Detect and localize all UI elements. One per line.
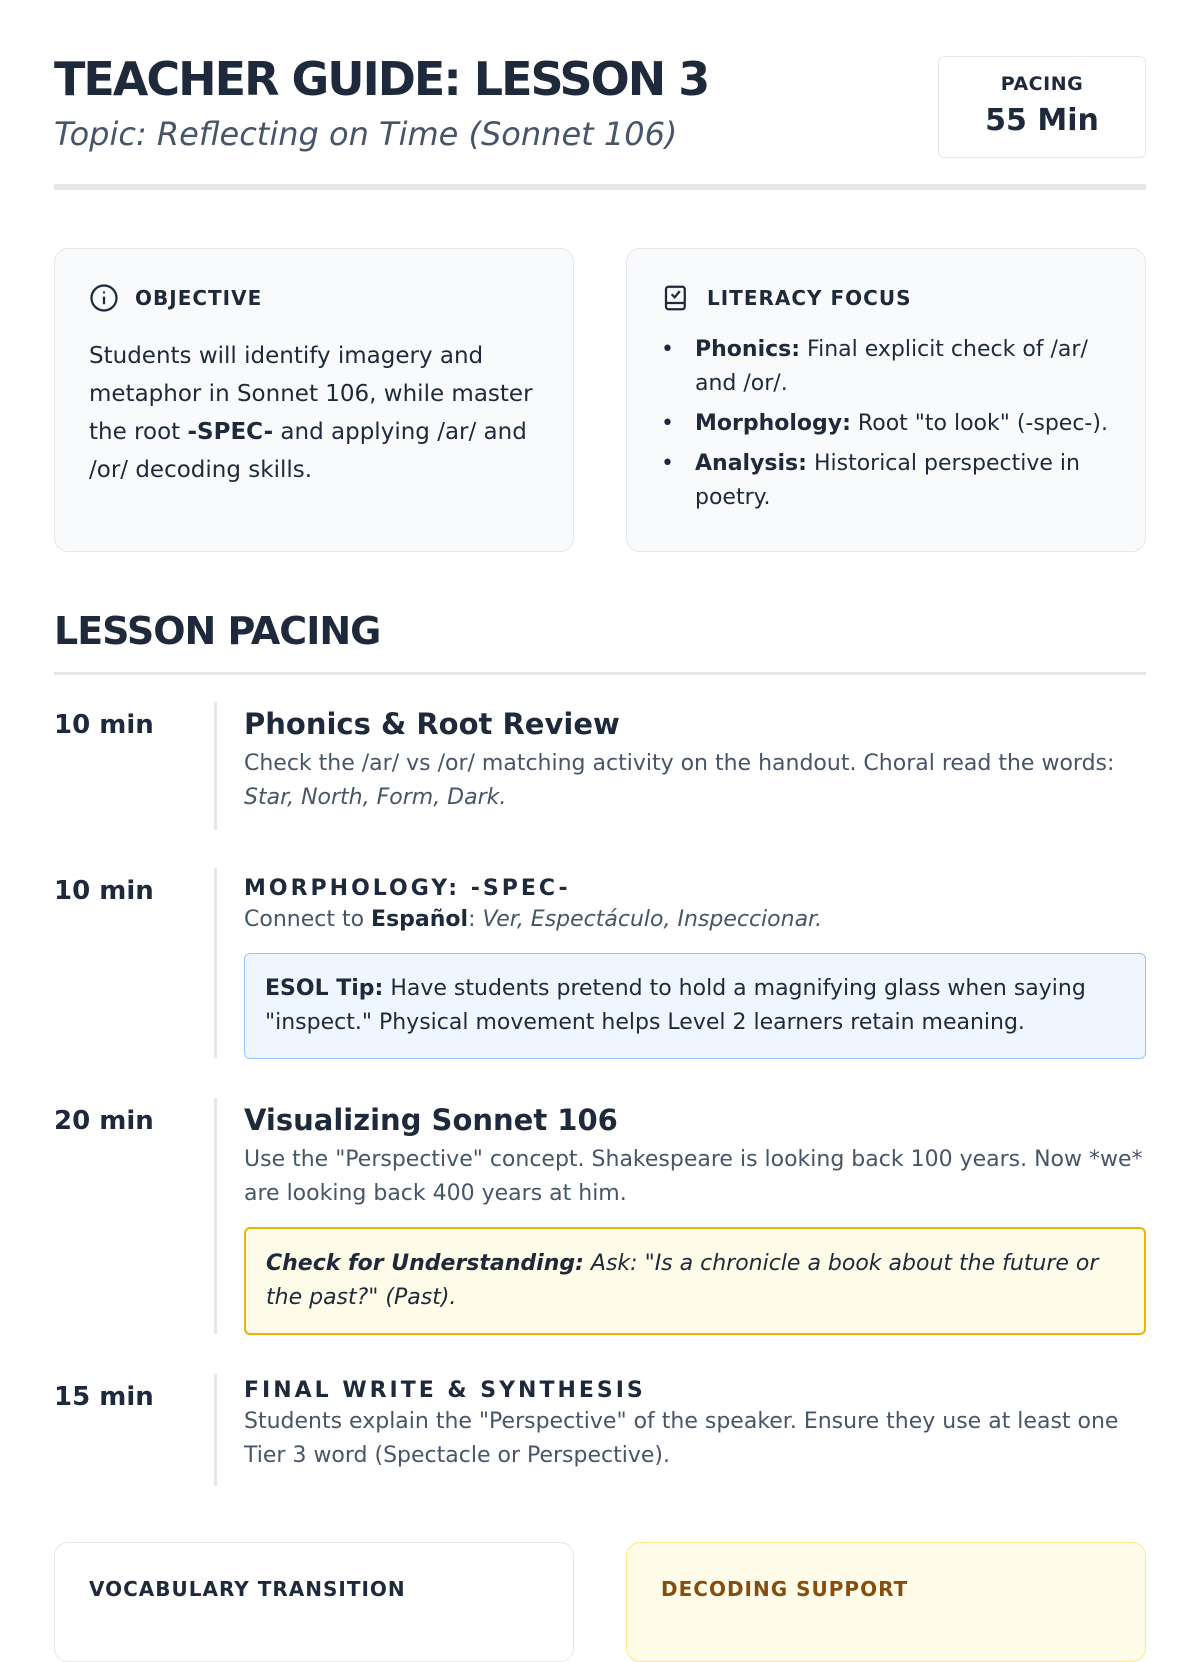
timeline-line — [214, 1098, 217, 1334]
list-item — [661, 333, 1111, 401]
check-label: Check for Understanding: — [266, 1251, 584, 1276]
list-item — [661, 407, 1111, 441]
objective-title: OBJECTIVE — [135, 286, 263, 310]
step-text-part: : — [468, 907, 483, 932]
step-content — [244, 1098, 1146, 1335]
decoding-support-title: DECODING SUPPORT — [661, 1577, 909, 1601]
step-time: 15 min — [54, 1382, 154, 1412]
pacing-step — [54, 702, 1146, 832]
decoding-support-card — [626, 1542, 1146, 1662]
objective-text-part: and applying /ar/ and /or/ decoding skills. — [89, 419, 527, 483]
focus-label: Analysis: — [695, 451, 807, 476]
step-text-part: Check the /ar/ vs /or/ matching activity on the handout. Choral read the words: — [244, 751, 1115, 776]
timeline-line — [214, 868, 217, 1058]
objective-card-header — [89, 283, 539, 313]
timeline-line — [214, 1374, 217, 1486]
objective-text — [89, 337, 539, 489]
pacing-value: 55 Min — [985, 103, 1099, 138]
page-title: TEACHER GUIDE: LESSON 3 — [54, 52, 709, 106]
step-heading: Phonics & Root Review — [244, 707, 620, 741]
step-words: Ver, Espectáculo, Inspeccionar. — [482, 907, 823, 932]
focus-text: Historical perspective in poetry. — [695, 451, 1080, 510]
step-content — [244, 702, 1146, 815]
check-text: Ask: "Is a chronicle a book about the future or the past?" (Past). — [266, 1251, 1099, 1310]
page-subtitle: Topic: Reflecting on Time (Sonnet 106) — [54, 115, 678, 153]
pacing-step — [54, 1374, 1146, 1486]
focus-text: Root "to look" (-spec-). — [850, 411, 1108, 436]
vocabulary-transition-card — [54, 1542, 574, 1662]
pacing-step — [54, 1098, 1146, 1334]
step-heading: MORPHOLOGY: -SPEC- — [244, 876, 571, 901]
focus-text: Final explicit check of /ar/ and /or/. — [695, 337, 1088, 396]
pacing-step — [54, 868, 1146, 1058]
step-text: Students explain the "Perspective" of the speaker. Ensure they use at least one Tier 3 word (Spectacle or Perspective). — [244, 1409, 1119, 1468]
literacy-focus-title: LITERACY FOCUS — [707, 286, 912, 310]
clipboard-check-icon — [661, 283, 691, 313]
step-text-bold: Español — [371, 907, 469, 932]
step-heading: Visualizing Sonnet 106 — [244, 1103, 618, 1137]
step-time: 10 min — [54, 876, 154, 906]
step-content — [244, 868, 1146, 1059]
pacing-badge — [938, 56, 1146, 158]
step-text-part: Connect to — [244, 907, 372, 932]
tip-text: Have students pretend to hold a magnifying glass when saying "inspect." Physical movement helps Level 2 learners retain meaning. — [265, 976, 1086, 1035]
literacy-focus-list — [661, 333, 1111, 515]
tip-label: ESOL Tip: — [265, 976, 384, 1001]
focus-label: Morphology: — [695, 411, 851, 436]
vocabulary-transition-title: VOCABULARY TRANSITION — [89, 1577, 406, 1601]
focus-label: Phonics: — [695, 337, 801, 362]
objective-root: -SPEC- — [187, 419, 274, 445]
overview-cards — [54, 248, 1146, 552]
check-understanding-callout — [244, 1227, 1146, 1335]
step-time: 20 min — [54, 1106, 154, 1136]
literacy-focus-card — [626, 248, 1146, 552]
pacing-label: PACING — [1000, 73, 1084, 95]
section-divider — [54, 672, 1146, 675]
literacy-focus-header — [661, 283, 1111, 313]
lesson-pacing-title: LESSON PACING — [54, 609, 381, 653]
step-content — [244, 1374, 1146, 1473]
step-words: Star, North, Form, Dark. — [244, 785, 507, 810]
esol-tip-callout — [244, 953, 1146, 1059]
timeline-line — [214, 702, 217, 830]
step-heading: FINAL WRITE & SYNTHESIS — [244, 1378, 646, 1403]
objective-text-part: Students will identify imagery and metaphor in Sonnet 106, while master the root — [89, 343, 533, 445]
step-time: 10 min — [54, 710, 154, 740]
page-header — [54, 0, 1146, 190]
info-icon — [89, 283, 119, 313]
list-item — [661, 447, 1111, 515]
step-text: Use the "Perspective" concept. Shakespeare is looking back 100 years. Now *we* are looking back 400 years at him. — [244, 1147, 1143, 1206]
objective-card — [54, 248, 574, 552]
step-text — [244, 903, 1146, 937]
step-text — [244, 747, 1146, 815]
